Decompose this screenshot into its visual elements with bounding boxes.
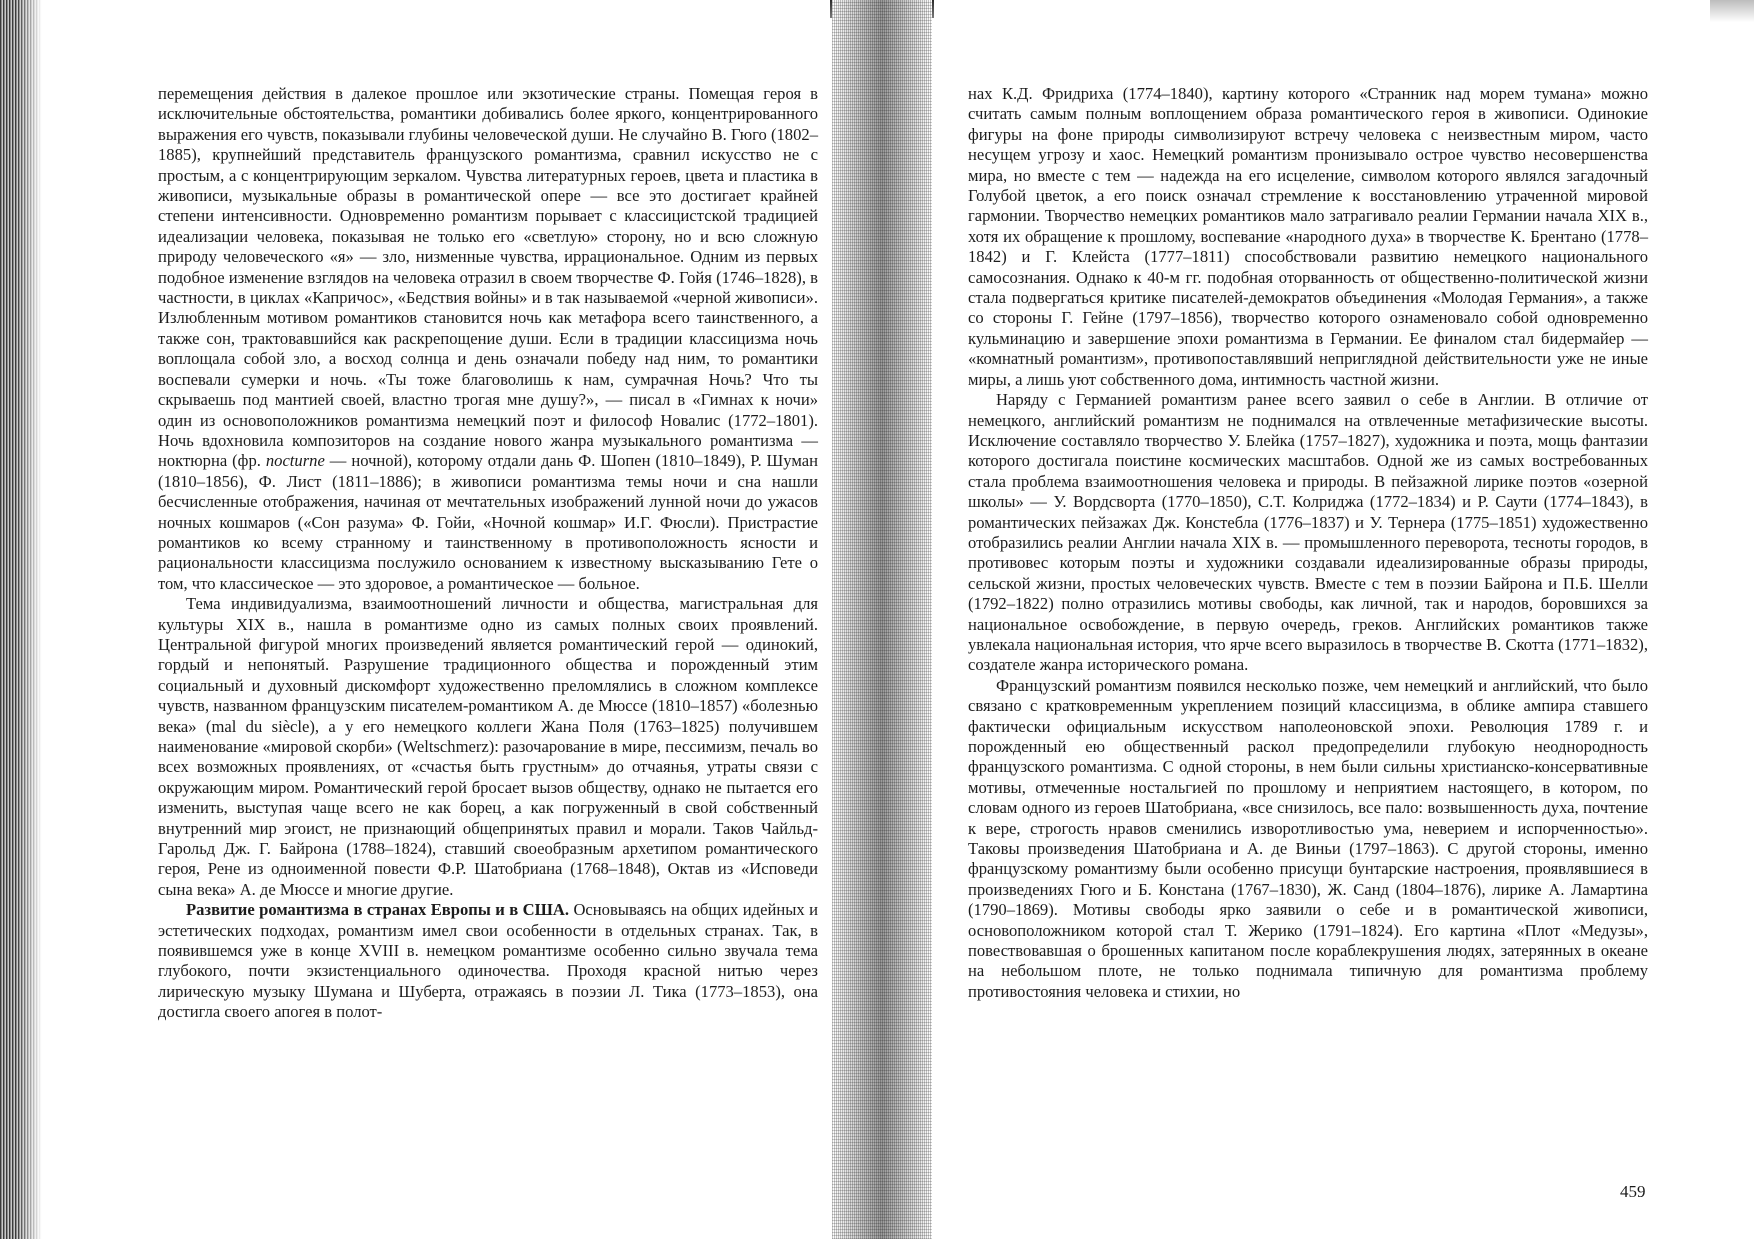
book-gutter <box>832 0 932 1239</box>
paragraph: нах К.Д. Фридриха (1774–1840), картину которого «Странник над морем тумана» можно считать самым полным воплощением образа романтического героя в живописи. Одинокие фигуры на фоне природы символизируют встречу человека с неизвестным миром, часто несущем угрозу и хаос. Немецкий романтизм пронизывало острое чувство несовершенства мира, но вместе с тем — надежда на его исцеление, символом которого являлся загадочный Голубой цветок, а его поиск означал стремление к восстановлению утраченной мировой гармонии. Творчество немецких романтиков мало затрагивало реалии Германии начала XIX в., хотя их обращение к прошлому, воспевание «народного духа» в творчестве К. Брентано (1778–1842) и Г. Клейста (1777–1811) способствовали развитию немецкого национального самосознания. Однако к 40-м гг. подобная оторванность от общественно-политической жизни стала подвергаться критике писателей-демократов объединения «Молодая Германия», а также со стороны Г. Гейне (1797–1856), творчество которого ознаменовало собой одновременно кульминацию и завершение эпохи романтизма в Германии. Ее финалом стал бидермайер — «комнатный романтизм», противопоставлявший неприглядной действительности уже не иные миры, а лишь уют собственного дома, интимность частной жизни. <box>968 84 1648 389</box>
right-page <box>968 84 1648 1002</box>
left-page <box>158 84 818 1023</box>
scan-corner <box>1710 0 1754 22</box>
paragraph: перемещения действия в далекое прошлое или экзотические страны. Помещая героя в исключительные обстоятельства, романтики добивались более яркого, концентрированного выражения его чувств, показывали глубины человеческой души. Не случайно В. Гюго (1802–1885), крупнейший представитель французского романтизма, сравнил искусство не с простым, а с концентрирующим зеркалом. Чувства литературных героев, цвета и пластика в живописи, музыкальные образы в романтической опере — все это достигает крайней степени интенсивности. Одновременно романтизм порывает с классицистской традицией идеализации человека, показывая не только его «светлую» сторону, но и всю сложную природу человеческого «я» — зло, низменные чувства, иррациональное. Одним из первых подобное изменение взглядов на человека отразил в своем творчестве Ф. Гойя (1746–1828), в частности, в циклах «Капричос», «Бедствия войны» и в так называемой «черной живописи». Излюбленным мотивом романтиков становится ночь как метафора всего таинственного, а также сон, трактовавшийся как раскрепощение души. Если в традиции классицизма ночь воплощала собой зло, а восход солнца и день означали победу над ним, то романтики воспевали сумерки и ночь. «Ты тоже благоволишь к нам, сумрачная Ночь? Что ты скрываешь под мантией своей, властно трогая мне душу?», — писал в «Гимнах к ночи» один из основоположников романтизма немецкий поэт и философ Новалис (1772–1801). Ночь вдохновила композиторов на создание нового жанра музыкального романтизма — ноктюрна (фр. nocturne — ночной), которому отдали дань Ф. Шопен (1810–1849), Р. Шуман (1810–1856), Ф. Лист (1811–1886); в живописи романтизма темы ночи и сна нашли бесчисленные отображения, начиная от мечтательных изображений лунной ночи до ужасов ночных кошмаров («Сон разума» Ф. Гойи, «Ночной кошмар» И.Г. Фюсли). Пристрастие романтиков ко всему странному и таинственному в противоположность ясности и рациональности классицизма послужило основанием к известному высказыванию Гете о том, что классическое — это здоровое, а романтическое — больное. <box>158 84 818 593</box>
paragraph: Наряду с Германией романтизм ранее всего заявил о себе в Англии. В отличие от немецкого, английский романтизм не поднимался на отвлеченные метафизические высоты. Исключение составляло творчество У. Блейка (1757–1827), художника и поэта, мощь фантазии которого достигала поистине космических масштабов. Одной же из самых востребованных стала проблема взаимоотношения человека и природы. В пейзажной лирике поэтов «озерной школы» — У. Вордсворта (1770–1850), С.Т. Колриджа (1772–1834) и Р. Саути (1774–1843), в романтических пейзажах Дж. Констебла (1776–1837) и У. Тернера (1775–1851) художественно отобразились реалии Англии начала XIX в. — промышленного переворота, тесноты городов, в противовес которым поэты и художники создавали идеализированные образы природы, сельской жизни, простых человеческих чувств. Вместе с тем в поэзии Байрона и П.Б. Шелли (1792–1822) полно отразились мотивы свободы, как личной, так и народов, боровшихся за национальное освобождение, в первую очередь, греков. Английских романтиков также увлекала национальная история, что ярче всего выразилось в творчестве В. Скотта (1771–1832), создателе жанра исторического романа. <box>968 390 1648 675</box>
section-heading: Развитие романтизма в странах Европы и в США. <box>186 900 569 920</box>
paragraph: Тема индивидуализма, взаимоотношений личности и общества, магистральная для культуры XIX в., нашла в романтизме одно из самых полных своих проявлений. Центральной фигурой многих произведений является романтический герой — одинокий, гордый и непонятый. Разрушение традиционного общества и порожденный этим социальный и духовный дискомфорт художественно преломлялись в сложном комплексе чувств, названном французским писателем-романтиком А. де Мюссе (1810–1857) «болезнью века» (mal du siècle), а у его немецкого коллеги Жана Поля (1763–1825) получившем наименование «мировой скорби» (Weltschmerz): разочарование в мире, пессимизм, печаль во всех возможных проявлениях, от «счастья быть грустным» до отчаянья, утраты связи с окружающим миром. Романтический герой бросает вызов обществу, однако не пытается его изменить, выступая чаще всего не как борец, а как погруженный в свой собственный внутренний мир эгоист, не признающий общепринятых правил и морали. Таков Чайльд-Гарольд Дж. Г. Байрона (1788–1824), ставший своеобразным архетипом романтического героя, Рене из одноименной повести Ф.Р. Шатобриана (1768–1848), Октав из «Исповеди сына века» А. де Мюссе и многие другие. <box>158 594 818 899</box>
page-number: 459 <box>1620 1182 1646 1201</box>
paragraph-text: Основываясь на общих идейных и эстетических подходах, романтизм имел свои особенности в отдельных странах. Так, в появившемся уже в конце XVIII в. немецком романтизме особенно сильно звучала тема глубокого, почти экзистенциального одиночества. Проходя красной нитью через лирическую музыку Шумана и Шуберта, отражаясь в поэзии Л. Тика (1773–1853), она достигла своего апогея в полот- <box>158 900 818 1022</box>
scan-edge-shadow <box>0 0 42 1239</box>
paragraph: Французский романтизм появился несколько позже, чем немецкий и английский, что было связано с кратковременным укреплением позиций классицизма, в облике ампира ставшего фактически официальным искусством наполеоновской эпохи. Революция 1789 г. и порожденный ею общественный раскол предопределили глубокую неоднородность французского романтизма. С одной стороны, в нем были сильны христианско-консервативные мотивы, отмеченные ностальгией по прошлому и неприятием настоящего, в котором, по словам одного из героев Шатобриана, «все снизилось, все пало: возвышенность духа, почтение к вере, строгость нравов сменились изворотливостью ума, неверием и испорченностью». Таковы произведения Шатобриана и А. де Виньи (1797–1863). С другой стороны, именно французскому романтизму были особенно присущи бунтарские настроения, проявлявшиеся в произведениях Гюго и Б. Констана (1767–1830), Ж. Санд (1804–1876), лирике А. Ламартина (1790–1869). Мотивы свободы ярко заявили о себе и в романтической живописи, основоположником которой стал Т. Жерико (1791–1824). Его картина «Плот «Медузы», повествовавшая о брошенных капитаном после кораблекрушения людях, затерянных в океане на небольшом плоте, не только поднимала типичную для романтизма проблему противостояния человека и стихии, но <box>968 675 1648 1001</box>
paragraph <box>158 900 818 1022</box>
italic-term: nocturne <box>265 451 325 471</box>
